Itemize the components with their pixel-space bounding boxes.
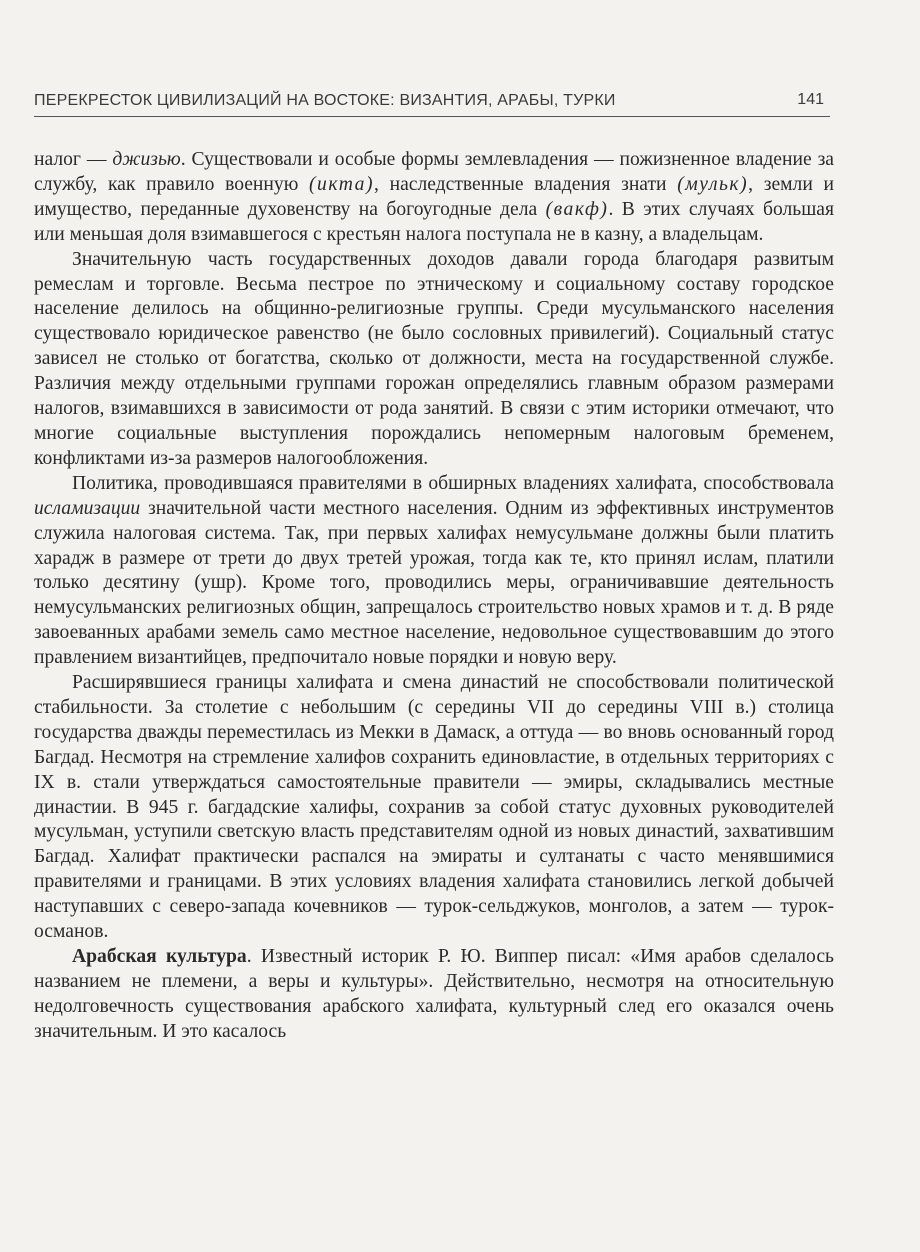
paragraph-3: Политика, проводившаяся правителями в обширных владениях халифата, способствовала исламизации значительной части местного населения. Одним из эффективных инструментов служила налоговая система. Так, при первых халифах немусульмане должны были платить харадж в размере от трети до двух третей урожая, тогда как те, кто принял ислам, платили только десятину (ушр). Кроме того, проводились меры, ограничивавшие деятельность немусульманских религиозных общин, запрещалось строительство новых храмов и т. д. В ряде завоеванных арабами земель само местное население, недовольное существовавшим до этого правлением византийцев, предпочитало новые порядки и новую веру. — [34, 472, 834, 669]
term-islamization: исламизации — [34, 497, 141, 519]
paragraph-2: Значительную часть государственных доходов давали города благодаря развитым ремеслам и торговле. Весьма пестрое по этническому и социальному составу городское население делилось на общинно-религиозные группы. Среди мусульманского населения существовало юридическое равенство (не было сословных привилегий). Социальный статус зависел не столько от богатства, сколько от должности, места на государственной службе. Различия между отдельными группами горожан определялись главным образом размерами налогов, взимавшихся в зависимости от рода занятий. В связи с этим историки отмечают, что многие социальные выступления порождались непомерным налоговым бременем, конфликтами из-за размеров налогообложения. — [34, 248, 834, 469]
body-text — [34, 148, 834, 1045]
paragraph-1: налог — джизью. Существовали и особые формы землевладения — пожизненное владение за службу, как правило военную (икта), наследственные владения знати (мульк), земли и имущество, переданные духовенству на богоугодные дела (вакф). В этих случаях большая или меньшая доля взимавшегося с крестьян налога поступала не в казну, а владельцам. — [34, 149, 835, 245]
term-iqta: (икта) — [309, 173, 374, 195]
term-waqf: (вакф) — [545, 198, 609, 220]
page-number: 141 — [797, 91, 824, 108]
term-mulk: (мульк) — [677, 173, 749, 195]
section-heading: Арабская культура — [72, 946, 247, 967]
running-header — [34, 82, 830, 117]
paragraph-5: Арабская культура. Известный историк Р. Ю. Виппер писал: «Имя арабов сделалось названием не племени, а веры и культуры». Действительно, несмотря на относительную недолговечность существования арабского халифата, культурный след его оказался очень значительным. И это касалось — [34, 946, 834, 1042]
term-jizya: джизью — [112, 149, 181, 170]
paragraph-4: Расширявшиеся границы халифата и смена династий не способствовали политической стабильности. За столетие с небольшим (с середины VII до середины VIII в.) столица государства дважды переместилась из Мекки в Дамаск, а оттуда — во вновь основанный город Багдад. Несмотря на стремление халифов сохранить единовластие, в отдельных территориях с IX в. стали утверждаться самостоятельные правители — эмиры, складывались местные династии. В 945 г. багдадские халифы, сохранив за собой статус духовных руководителей мусульман, уступили светскую власть представителям одной из новых династий, захватившим Багдад. Халифат практически распался на эмираты и султанаты с часто менявшимися правителями и границами. В этих условиях владения халифата становились легкой добычей наступавших с северо-запада кочевников — турок-сельджуков, монголов, а затем — турок-османов. — [34, 672, 834, 943]
running-header-title: ПЕРЕКРЕСТОК ЦИВИЛИЗАЦИЙ НА ВОСТОКЕ: ВИЗАНТИЯ, АРАБЫ, ТУРКИ — [34, 92, 616, 109]
